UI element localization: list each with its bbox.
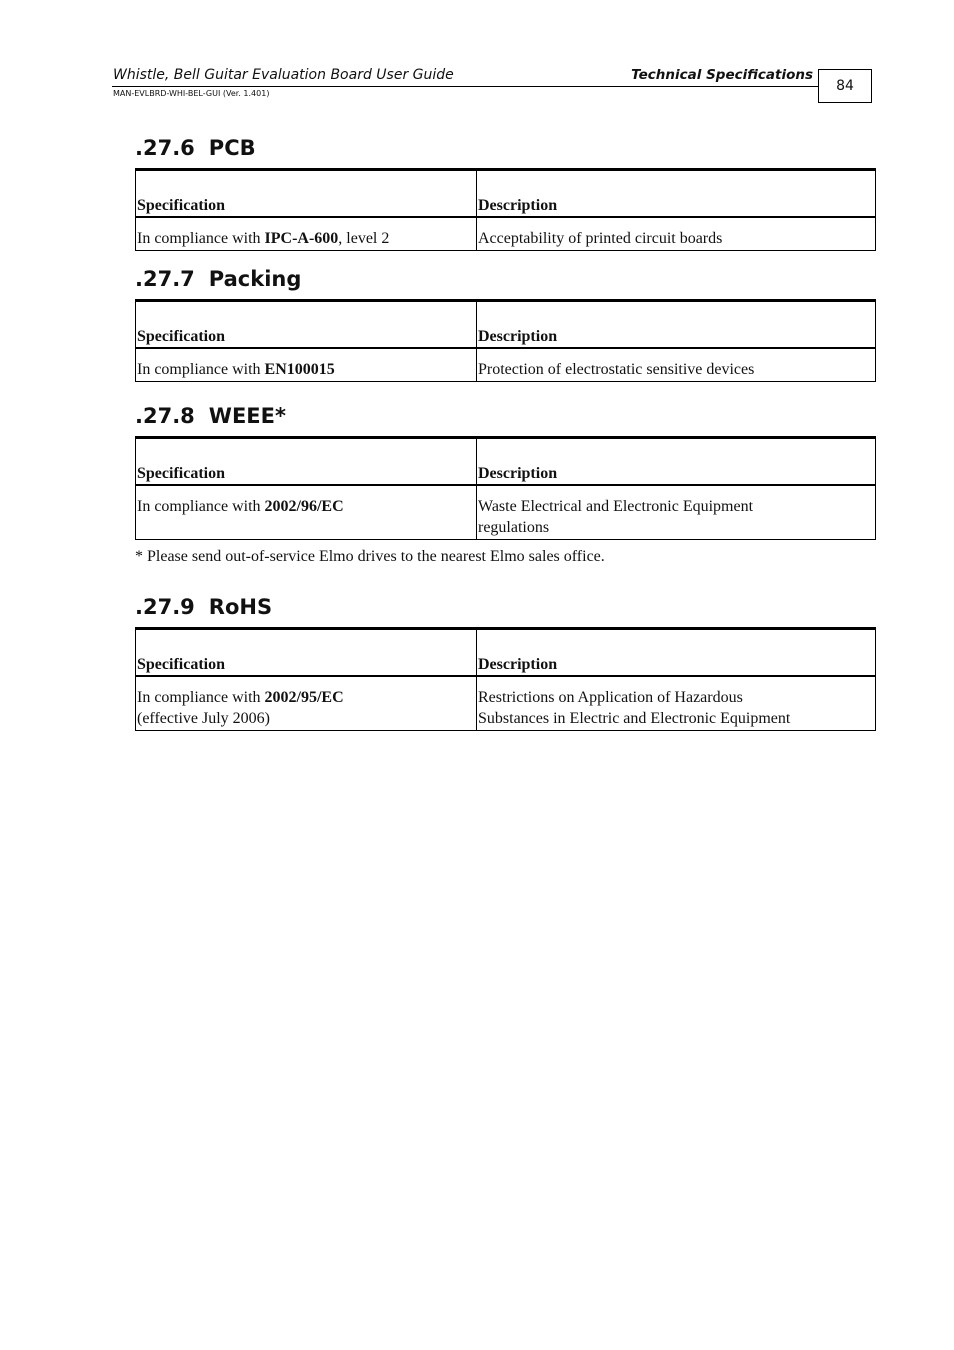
spec-table-rohs (135, 627, 876, 731)
description-cell: Waste Electrical and Electronic Equipment regulations (477, 485, 876, 540)
column-header-description: Description (477, 629, 876, 677)
table-row (136, 485, 876, 540)
spec-cell: In compliance with IPC-A-600, level 2 (136, 217, 477, 251)
section-number: .27.6 (135, 136, 195, 160)
page-number: 84 (818, 69, 872, 103)
section-number: .27.7 (135, 267, 195, 291)
document-title: Whistle, Bell Guitar Evaluation Board User Guide (113, 67, 454, 83)
column-header-specification: Specification (136, 438, 477, 486)
spec-table-weee (135, 436, 876, 540)
table-row (136, 348, 876, 382)
column-header-description: Description (477, 301, 876, 349)
section-name: RoHS (208, 595, 273, 619)
spec-table-packing (135, 299, 876, 382)
section-heading-weee (135, 404, 286, 428)
section-heading-packing (135, 267, 301, 291)
table-row (136, 676, 876, 731)
section-title: Technical Specifications (631, 67, 813, 83)
section-name: WEEE* (208, 404, 286, 428)
table-row (136, 217, 876, 251)
spec-cell: In compliance with EN100015 (136, 348, 477, 382)
weee-footnote: * Please send out-of-service Elmo drives to the nearest Elmo sales office. (135, 548, 605, 565)
description-cell: Acceptability of printed circuit boards (477, 217, 876, 251)
section-name: PCB (208, 136, 256, 160)
document-code: MAN-EVLBRD-WHI-BEL-GUI (Ver. 1.401) (113, 89, 270, 98)
spec-cell: In compliance with 2002/96/EC (136, 485, 477, 540)
column-header-description: Description (477, 438, 876, 486)
column-header-specification: Specification (136, 170, 477, 218)
section-heading-pcb (135, 136, 256, 160)
description-cell: Protection of electrostatic sensitive devices (477, 348, 876, 382)
header-rule (112, 86, 818, 87)
section-number: .27.9 (135, 595, 195, 619)
spec-table-pcb (135, 168, 876, 251)
column-header-specification: Specification (136, 629, 477, 677)
section-name: Packing (208, 267, 302, 291)
column-header-specification: Specification (136, 301, 477, 349)
section-number: .27.8 (135, 404, 195, 428)
spec-cell: In compliance with 2002/95/EC (effective July 2006) (136, 676, 477, 731)
section-heading-rohs (135, 595, 272, 619)
column-header-description: Description (477, 170, 876, 218)
description-cell: Restrictions on Application of Hazardous Substances in Electric and Electronic Equipment (477, 676, 876, 731)
